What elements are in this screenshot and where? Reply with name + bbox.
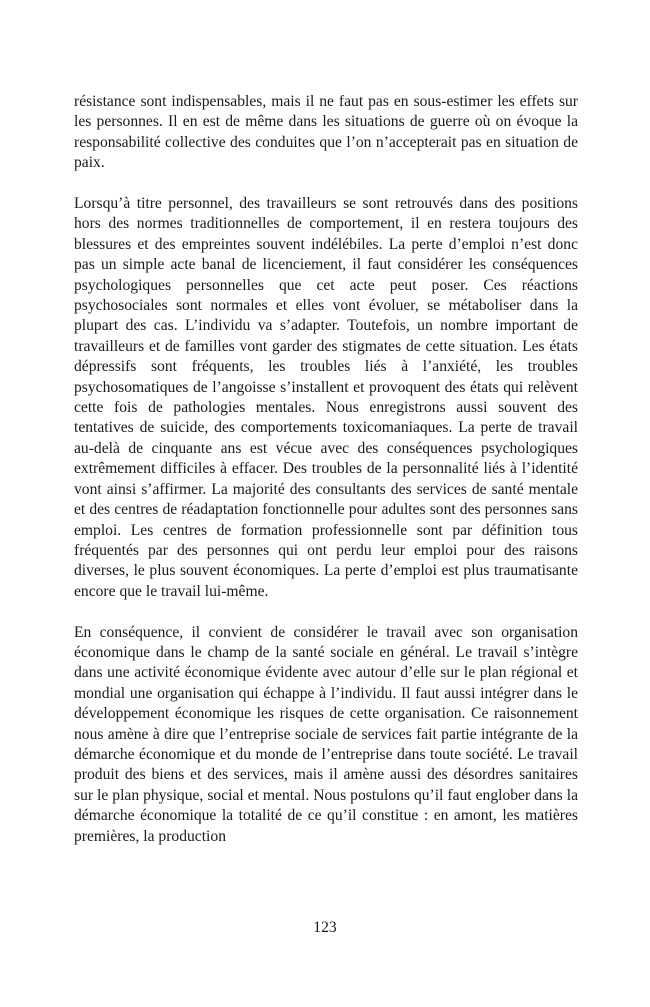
paragraph-3: En conséquence, il convient de considérer le travail avec son organisation économique dans le champ de la santé sociale en général. Le travail s’intègre dans une activité économique évidente avec autour d’elle sur le plan régional et mondial une organisation qui échappe à l’individu. Il faut aussi intégrer dans le développement économique les risques de cette organisation. Ce raisonnement nous amène à dire que l’entreprise sociale de services fait partie intégrante de la démarche économique et du monde de l’entreprise dans toute société. Le travail produit des biens et des services, mais il amène aussi des désordres sanitaires sur le plan physique, social et mental. Nous postulons qu’il faut englober dans la démarche économique la totalité de ce qu’il constitue : en amont, les matières premières, la production — [74, 623, 578, 845]
page-body — [74, 92, 578, 847]
page-number: 123 — [313, 919, 337, 936]
paragraph-2: Lorsqu’à titre personnel, des travailleurs se sont retrouvés dans des positions hors des normes traditionnelles de comportement, il en restera toujours des blessures et des empreintes souvent indélébiles. La perte d’emploi n’est donc pas un simple acte banal de licenciement, il faut considérer les conséquences psychologiques personnelles que cet acte peut poser. Ces réactions psychosociales sont normales et elles vont évoluer, se métaboliser dans la plupart des cas. L’individu va s’adapter. Toutefois, un nombre important de travailleurs et de familles vont garder des stigmates de cette situation. Les états dépressifs sont fréquents, les troubles liés à l’anxiété, les troubles psychosomatiques de l’angoisse s’installent et provoquent des états qui relèvent cette fois de pathologies mentales. Nous enregistrons aussi souvent des tentatives de suicide, des comportements toxicomaniaques. La perte de travail au-delà de cinquante ans est vécue avec des conséquences psychologiques extrêmement difficiles à effacer. Des troubles de la personnalité liés à l’identité vont ainsi s’affirmer. La majorité des consultants des services de santé mentale et des centres de réadaptation fonctionnelle pour adultes sont des personnes sans emploi. Les centres de formation professionnelle sont par définition tous fréquentés par des personnes qui ont perdu leur emploi pour des raisons diverses, le plus souvent économiques. La perte d’emploi est plus traumatisante encore que le travail lui-même. — [74, 195, 578, 600]
paragraph-1: résistance sont indispensables, mais il ne faut pas en sous-estimer les effets sur les personnes. Il en est de même dans les situations de guerre où on évoque la responsabilité collective des conduites que l’on n’accepterait pas en situation de paix. — [74, 93, 578, 172]
